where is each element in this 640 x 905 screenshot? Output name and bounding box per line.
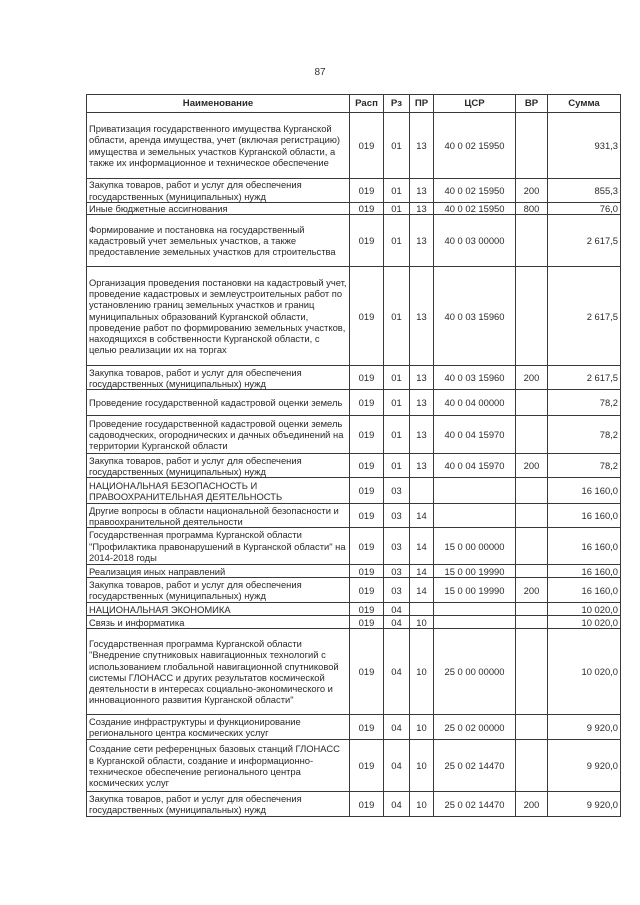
row-csr: 40 0 04 15970 [434, 454, 516, 478]
table-row [87, 740, 621, 792]
row-sum: 2 617,5 [548, 215, 621, 267]
row-sum: 10 020,0 [548, 603, 621, 616]
table-row [87, 113, 621, 179]
row-csr: 25 0 02 14470 [434, 740, 516, 792]
table-row [87, 179, 621, 203]
row-name: Проведение государственной кадастровой оценки земель [87, 390, 350, 416]
row-pr: 13 [410, 215, 434, 267]
row-pr: 14 [410, 528, 434, 565]
row-pr: 10 [410, 629, 434, 715]
row-csr: 15 0 00 00000 [434, 528, 516, 565]
header-row [87, 95, 621, 113]
table-row [87, 504, 621, 528]
row-pr: 13 [410, 267, 434, 366]
row-pr: 14 [410, 578, 434, 603]
row-pr: 13 [410, 390, 434, 416]
row-rz: 01 [384, 454, 410, 478]
table-row [87, 416, 621, 454]
row-vr [516, 215, 548, 267]
row-sum: 16 160,0 [548, 565, 621, 578]
table-row [87, 528, 621, 565]
row-rz: 04 [384, 740, 410, 792]
header-csr: ЦСР [434, 95, 516, 113]
row-vr [516, 616, 548, 629]
row-csr: 40 0 03 15960 [434, 267, 516, 366]
table-row [87, 215, 621, 267]
row-name: НАЦИОНАЛЬНАЯ БЕЗОПАСНОСТЬ И ПРАВООХРАНИТЕЛЬНАЯ ДЕЯТЕЛЬНОСТЬ [87, 478, 350, 504]
table-row [87, 454, 621, 478]
row-vr: 200 [516, 578, 548, 603]
row-rasp: 019 [350, 454, 384, 478]
row-rz: 03 [384, 478, 410, 504]
row-name: Закупка товаров, работ и услуг для обеспечения государственных (муниципальных) нужд [87, 366, 350, 390]
row-vr: 200 [516, 792, 548, 817]
row-pr: 14 [410, 565, 434, 578]
row-rasp: 019 [350, 740, 384, 792]
table-row [87, 715, 621, 740]
row-pr: 13 [410, 179, 434, 203]
row-csr: 25 0 02 00000 [434, 715, 516, 740]
row-name: Приватизация государственного имущества Курганской области, аренда имущества, учет (включая регистрацию) имущества и земельных участков Курганской области, а также их информационное и техническое обеспечение [87, 113, 350, 179]
row-csr [434, 603, 516, 616]
header-name: Наименование [87, 95, 350, 113]
row-rasp: 019 [350, 267, 384, 366]
row-name: Организация проведения постановки на кадастровый учет, проведение кадастровых и землеустроительных работ по установлению границ земельных участков и границ муниципальных образований Курганской области, проведение работ по формированию земельных участков, находящихся в собственности Курганской области, с целью реализации их на торгах [87, 267, 350, 366]
row-rasp: 019 [350, 715, 384, 740]
header-rz: Рз [384, 95, 410, 113]
row-pr: 13 [410, 113, 434, 179]
row-pr: 10 [410, 715, 434, 740]
row-sum: 10 020,0 [548, 629, 621, 715]
table-row [87, 203, 621, 215]
row-rz: 04 [384, 715, 410, 740]
row-csr [434, 616, 516, 629]
row-name: Закупка товаров, работ и услуг для обеспечения государственных (муниципальных) нужд [87, 179, 350, 203]
row-rz: 04 [384, 603, 410, 616]
row-csr: 25 0 02 14470 [434, 792, 516, 817]
row-rasp: 019 [350, 366, 384, 390]
row-rz: 01 [384, 267, 410, 366]
row-rz: 04 [384, 629, 410, 715]
row-rasp: 019 [350, 478, 384, 504]
budget-table [86, 94, 621, 817]
row-rasp: 019 [350, 603, 384, 616]
table-row [87, 565, 621, 578]
header-vr: ВР [516, 95, 548, 113]
row-csr: 40 0 02 15950 [434, 179, 516, 203]
row-name: Реализация иных направлений [87, 565, 350, 578]
row-sum: 855,3 [548, 179, 621, 203]
row-rz: 04 [384, 616, 410, 629]
header-pr: ПР [410, 95, 434, 113]
row-name: Иные бюджетные ассигнования [87, 203, 350, 215]
row-csr [434, 478, 516, 504]
row-rz: 01 [384, 390, 410, 416]
row-rasp: 019 [350, 113, 384, 179]
table-row [87, 267, 621, 366]
table-row [87, 578, 621, 603]
row-vr: 200 [516, 454, 548, 478]
row-rz: 03 [384, 578, 410, 603]
row-rz: 01 [384, 416, 410, 454]
row-sum: 931,3 [548, 113, 621, 179]
row-name: Государственная программа Курганской области "Профилактика правонарушений в Курганской области" на 2014-2018 годы [87, 528, 350, 565]
row-csr: 40 0 04 15970 [434, 416, 516, 454]
table-row [87, 366, 621, 390]
row-pr: 13 [410, 454, 434, 478]
row-rz: 03 [384, 565, 410, 578]
row-pr [410, 603, 434, 616]
row-vr [516, 528, 548, 565]
row-rasp: 019 [350, 179, 384, 203]
row-rasp: 019 [350, 215, 384, 267]
row-vr [516, 478, 548, 504]
row-rasp: 019 [350, 616, 384, 629]
row-csr: 40 0 03 15960 [434, 366, 516, 390]
row-name: Создание сети референцных базовых станций ГЛОНАСС в Курганской области, создание и информационно-техническое обеспечение регионального центра космических услуг [87, 740, 350, 792]
header-sum: Сумма [548, 95, 621, 113]
row-name: Формирование и постановка на государственный кадастровый учет земельных участков, а также предоставление земельных участков для строительства [87, 215, 350, 267]
row-vr [516, 416, 548, 454]
row-csr: 40 0 02 15950 [434, 203, 516, 215]
row-rz: 03 [384, 504, 410, 528]
row-rasp: 019 [350, 528, 384, 565]
row-sum: 10 020,0 [548, 616, 621, 629]
row-csr: 25 0 00 00000 [434, 629, 516, 715]
row-rasp: 019 [350, 416, 384, 454]
row-pr: 13 [410, 366, 434, 390]
row-sum: 2 617,5 [548, 366, 621, 390]
row-name: Проведение государственной кадастровой оценки земель садоводческих, огороднических и дачных объединений на территории Курганской области [87, 416, 350, 454]
row-csr [434, 504, 516, 528]
row-sum: 78,2 [548, 454, 621, 478]
row-name: Создание инфраструктуры и функционирование регионального центра космических услуг [87, 715, 350, 740]
row-vr: 200 [516, 366, 548, 390]
row-vr [516, 565, 548, 578]
table-row [87, 629, 621, 715]
row-name: НАЦИОНАЛЬНАЯ ЭКОНОМИКА [87, 603, 350, 616]
row-rasp: 019 [350, 203, 384, 215]
row-pr: 13 [410, 416, 434, 454]
row-rz: 01 [384, 366, 410, 390]
row-sum: 16 160,0 [548, 578, 621, 603]
row-pr: 13 [410, 203, 434, 215]
row-rz: 01 [384, 203, 410, 215]
row-vr [516, 390, 548, 416]
row-vr: 800 [516, 203, 548, 215]
row-rasp: 019 [350, 504, 384, 528]
row-vr: 200 [516, 179, 548, 203]
row-vr [516, 504, 548, 528]
row-rz: 01 [384, 179, 410, 203]
row-csr: 40 0 02 15950 [434, 113, 516, 179]
row-sum: 2 617,5 [548, 267, 621, 366]
row-vr [516, 267, 548, 366]
table-row [87, 478, 621, 504]
row-rasp: 019 [350, 578, 384, 603]
row-rasp: 019 [350, 565, 384, 578]
row-sum: 9 920,0 [548, 740, 621, 792]
row-pr: 10 [410, 740, 434, 792]
row-rasp: 019 [350, 390, 384, 416]
row-pr: 10 [410, 792, 434, 817]
row-rasp: 019 [350, 792, 384, 817]
row-name: Закупка товаров, работ и услуг для обеспечения государственных (муниципальных) нужд [87, 792, 350, 817]
table-row [87, 390, 621, 416]
row-sum: 16 160,0 [548, 504, 621, 528]
row-name: Государственная программа Курганской области "Внедрение спутниковых навигационных технологий с использованием глобальной навигационной спутниковой системы ГЛОНАСС и других результатов космической деятельности в интересах социально-экономического и инновационного развития Курганской области" [87, 629, 350, 715]
row-rz: 03 [384, 528, 410, 565]
row-name: Другие вопросы в области национальной безопасности и правоохранительной деятельности [87, 504, 350, 528]
row-sum: 9 920,0 [548, 715, 621, 740]
row-rz: 01 [384, 215, 410, 267]
page-number: 87 [314, 67, 326, 78]
row-pr: 14 [410, 504, 434, 528]
row-vr [516, 603, 548, 616]
row-vr [516, 740, 548, 792]
row-vr [516, 715, 548, 740]
row-rasp: 019 [350, 629, 384, 715]
row-name: Связь и информатика [87, 616, 350, 629]
row-vr [516, 629, 548, 715]
row-sum: 9 920,0 [548, 792, 621, 817]
row-csr: 15 0 00 19990 [434, 565, 516, 578]
row-name: Закупка товаров, работ и услуг для обеспечения государственных (муниципальных) нужд [87, 578, 350, 603]
header-rasp: Расп [350, 95, 384, 113]
row-pr: 10 [410, 616, 434, 629]
row-csr: 40 0 03 00000 [434, 215, 516, 267]
row-sum: 78,2 [548, 416, 621, 454]
row-sum: 78,2 [548, 390, 621, 416]
row-sum: 16 160,0 [548, 478, 621, 504]
table-row [87, 603, 621, 616]
row-pr [410, 478, 434, 504]
row-rz: 01 [384, 113, 410, 179]
row-name: Закупка товаров, работ и услуг для обеспечения государственных (муниципальных) нужд [87, 454, 350, 478]
table-row [87, 792, 621, 817]
row-sum: 16 160,0 [548, 528, 621, 565]
row-vr [516, 113, 548, 179]
row-csr: 15 0 00 19990 [434, 578, 516, 603]
table-row [87, 616, 621, 629]
row-rz: 04 [384, 792, 410, 817]
row-csr: 40 0 04 00000 [434, 390, 516, 416]
row-sum: 76,0 [548, 203, 621, 215]
